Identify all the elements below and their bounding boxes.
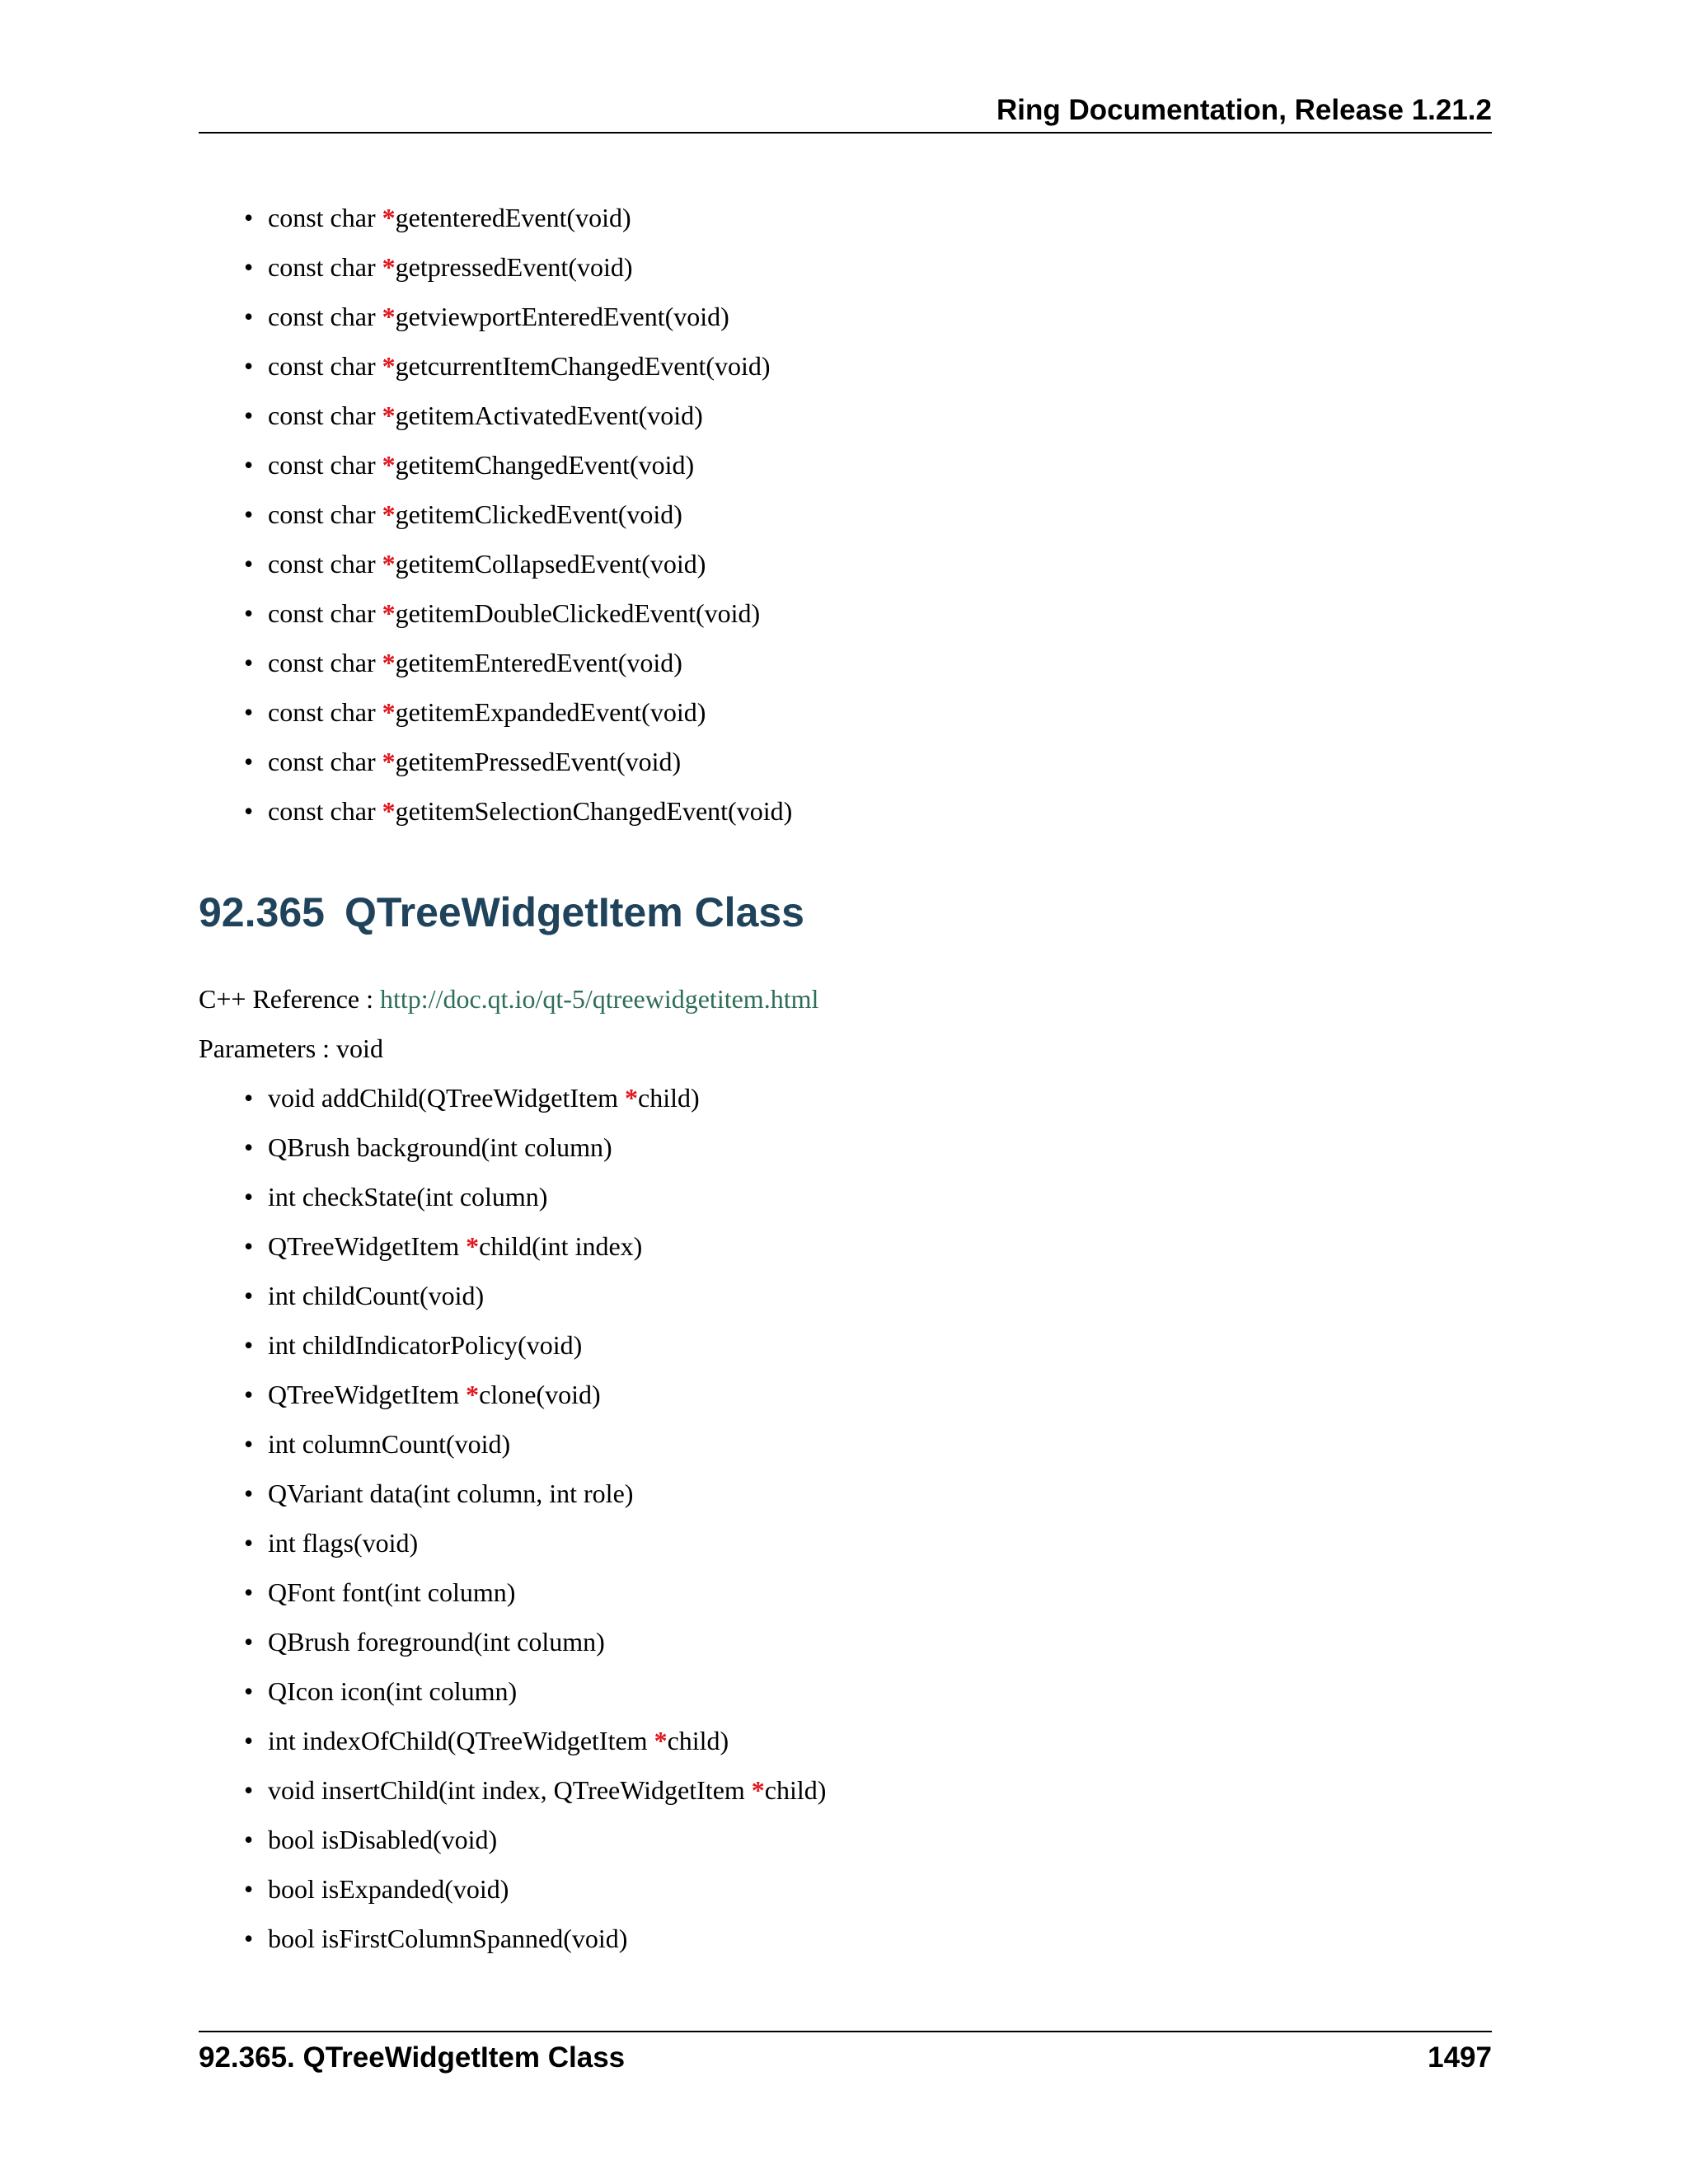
item-text: QTreeWidgetItem	[268, 1380, 467, 1409]
list-item	[0, 1122, 826, 1172]
cpp-reference-label: C++ Reference :	[199, 984, 380, 1014]
list-item	[0, 1320, 826, 1370]
item-text: int flags(void)	[268, 1528, 419, 1558]
item-text: QBrush foreground(int column)	[268, 1627, 605, 1657]
item-text-suffix: getviewportEnteredEvent(void)	[395, 302, 729, 331]
bullet-icon: •	[244, 549, 254, 579]
item-text-suffix: getitemExpandedEvent(void)	[395, 697, 706, 727]
item-text-suffix: child)	[638, 1083, 700, 1113]
item-text: int childIndicatorPolicy(void)	[268, 1330, 583, 1360]
item-text-suffix: clone(void)	[479, 1380, 601, 1409]
bullet-icon: •	[244, 1182, 254, 1212]
bullet-icon: •	[244, 1281, 254, 1310]
item-text-suffix: getitemClickedEvent(void)	[395, 499, 682, 529]
list-item	[0, 588, 792, 638]
bullet-icon: •	[244, 697, 254, 727]
pointer-asterisk: *	[382, 598, 396, 628]
list-item	[0, 1271, 826, 1320]
pointer-asterisk: *	[382, 697, 396, 727]
list-item	[0, 490, 792, 539]
list-item	[0, 242, 792, 292]
bullet-icon: •	[244, 351, 254, 381]
item-text: const char	[268, 796, 382, 826]
list-item	[0, 638, 792, 687]
bullet-icon: •	[244, 1479, 254, 1508]
item-text: QTreeWidgetItem	[268, 1231, 467, 1261]
bullet-icon: •	[244, 252, 254, 282]
item-text: const char	[268, 648, 382, 677]
pointer-asterisk: *	[625, 1083, 639, 1113]
bullet-icon: •	[244, 1874, 254, 1904]
bullet-icon: •	[244, 1726, 254, 1755]
pointer-asterisk: *	[382, 302, 396, 331]
bullet-icon: •	[244, 1132, 254, 1162]
bullet-icon: •	[244, 747, 254, 776]
section-number: 92.365	[199, 889, 325, 935]
item-text-suffix: getitemChangedEvent(void)	[395, 450, 695, 480]
pointer-asterisk: *	[751, 1775, 765, 1805]
item-text-suffix: child)	[764, 1775, 827, 1805]
list-item	[0, 1469, 826, 1518]
item-text: const char	[268, 302, 382, 331]
list-item	[0, 440, 792, 490]
footer-page-number: 1497	[1428, 2041, 1492, 2074]
list-item	[0, 1765, 826, 1815]
item-text-suffix: getitemActivatedEvent(void)	[395, 401, 703, 430]
members-method-list	[0, 1073, 826, 1963]
item-text: int columnCount(void)	[268, 1429, 511, 1459]
list-item	[0, 1815, 826, 1864]
bullet-icon: •	[244, 203, 254, 232]
list-item	[0, 292, 792, 341]
section-title: QTreeWidgetItem Class	[344, 889, 804, 935]
bullet-icon: •	[244, 302, 254, 331]
list-item	[0, 1419, 826, 1469]
item-text: const char	[268, 252, 382, 282]
item-text: bool isExpanded(void)	[268, 1874, 509, 1904]
pointer-asterisk: *	[466, 1231, 480, 1261]
pointer-asterisk: *	[382, 351, 396, 381]
item-text: QBrush background(int column)	[268, 1132, 612, 1162]
item-text-suffix: getenteredEvent(void)	[395, 203, 631, 232]
list-item	[0, 193, 792, 242]
bullet-icon: •	[244, 1676, 254, 1706]
bullet-icon: •	[244, 401, 254, 430]
item-text: int childCount(void)	[268, 1281, 485, 1310]
list-item	[0, 687, 792, 737]
item-text: void addChild(QTreeWidgetItem	[268, 1083, 626, 1113]
list-item	[0, 786, 792, 836]
parameters-label: Parameters :	[199, 1033, 337, 1063]
section-heading	[199, 883, 804, 941]
list-item	[0, 1864, 826, 1914]
item-text-suffix: getitemSelectionChangedEvent(void)	[395, 796, 793, 826]
list-item	[0, 341, 792, 391]
list-item	[0, 1221, 826, 1271]
list-item	[0, 1914, 826, 1963]
list-item	[0, 1172, 826, 1221]
bullet-icon: •	[244, 796, 254, 826]
bullet-icon: •	[244, 1380, 254, 1409]
header-title: Ring Documentation, Release 1.21.2	[996, 94, 1492, 126]
bullet-icon: •	[244, 1577, 254, 1607]
footer-section-label: 92.365. QTreeWidgetItem Class	[199, 2041, 626, 2074]
parameters-line	[199, 1024, 383, 1073]
item-text: const char	[268, 697, 382, 727]
pointer-asterisk: *	[382, 648, 396, 677]
pointer-asterisk: *	[382, 252, 396, 282]
item-text-suffix: getitemDoubleClickedEvent(void)	[395, 598, 761, 628]
bullet-icon: •	[244, 1231, 254, 1261]
item-text: const char	[268, 351, 382, 381]
item-text-suffix: child)	[667, 1726, 729, 1755]
list-item	[0, 539, 792, 588]
list-item	[0, 737, 792, 786]
bullet-icon: •	[244, 450, 254, 480]
list-item	[0, 391, 792, 440]
bullet-icon: •	[244, 1083, 254, 1113]
bullet-icon: •	[244, 1429, 254, 1459]
pointer-asterisk: *	[382, 549, 396, 579]
pointer-asterisk: *	[382, 450, 396, 480]
bullet-icon: •	[244, 1528, 254, 1558]
item-text: QIcon icon(int column)	[268, 1676, 518, 1706]
item-text-suffix: getcurrentItemChangedEvent(void)	[395, 351, 771, 381]
bullet-icon: •	[244, 1627, 254, 1657]
item-text: bool isDisabled(void)	[268, 1825, 498, 1854]
bullet-icon: •	[244, 648, 254, 677]
item-text-suffix: getitemPressedEvent(void)	[395, 747, 682, 776]
events-method-list	[0, 193, 792, 836]
pointer-asterisk: *	[466, 1380, 480, 1409]
item-text: void insertChild(int index, QTreeWidgetItem	[268, 1775, 752, 1805]
list-item	[0, 1568, 826, 1617]
item-text: const char	[268, 549, 382, 579]
pointer-asterisk: *	[382, 499, 396, 529]
pointer-asterisk: *	[382, 796, 396, 826]
bullet-icon: •	[244, 1775, 254, 1805]
page-header	[199, 89, 1492, 134]
item-text-suffix: getpressedEvent(void)	[395, 252, 633, 282]
list-item	[0, 1518, 826, 1568]
item-text: const char	[268, 450, 382, 480]
pointer-asterisk: *	[382, 401, 396, 430]
item-text: QVariant data(int column, int role)	[268, 1479, 634, 1508]
bullet-icon: •	[244, 499, 254, 529]
bullet-icon: •	[244, 1825, 254, 1854]
item-text: const char	[268, 401, 382, 430]
item-text: bool isFirstColumnSpanned(void)	[268, 1924, 628, 1953]
item-text-suffix: getitemCollapsedEvent(void)	[395, 549, 706, 579]
list-item	[0, 1716, 826, 1765]
bullet-icon: •	[244, 598, 254, 628]
item-text: const char	[268, 747, 382, 776]
item-text: int indexOfChild(QTreeWidgetItem	[268, 1726, 654, 1755]
pointer-asterisk: *	[654, 1726, 668, 1755]
parameters-value: void	[336, 1033, 383, 1063]
pointer-asterisk: *	[382, 747, 396, 776]
bullet-icon: •	[244, 1330, 254, 1360]
list-item	[0, 1666, 826, 1716]
cpp-reference-link[interactable]: http://doc.qt.io/qt-5/qtreewidgetitem.html	[380, 984, 819, 1014]
cpp-reference-line	[199, 974, 818, 1024]
item-text: int checkState(int column)	[268, 1182, 548, 1212]
item-text: const char	[268, 499, 382, 529]
item-text-suffix: getitemEnteredEvent(void)	[395, 648, 682, 677]
item-text-suffix: child(int index)	[479, 1231, 643, 1261]
item-text: QFont font(int column)	[268, 1577, 516, 1607]
list-item	[0, 1617, 826, 1666]
page-footer	[199, 2031, 1492, 2074]
item-text: const char	[268, 598, 382, 628]
list-item	[0, 1073, 826, 1122]
list-item	[0, 1370, 826, 1419]
pointer-asterisk: *	[382, 203, 396, 232]
bullet-icon: •	[244, 1924, 254, 1953]
item-text: const char	[268, 203, 382, 232]
